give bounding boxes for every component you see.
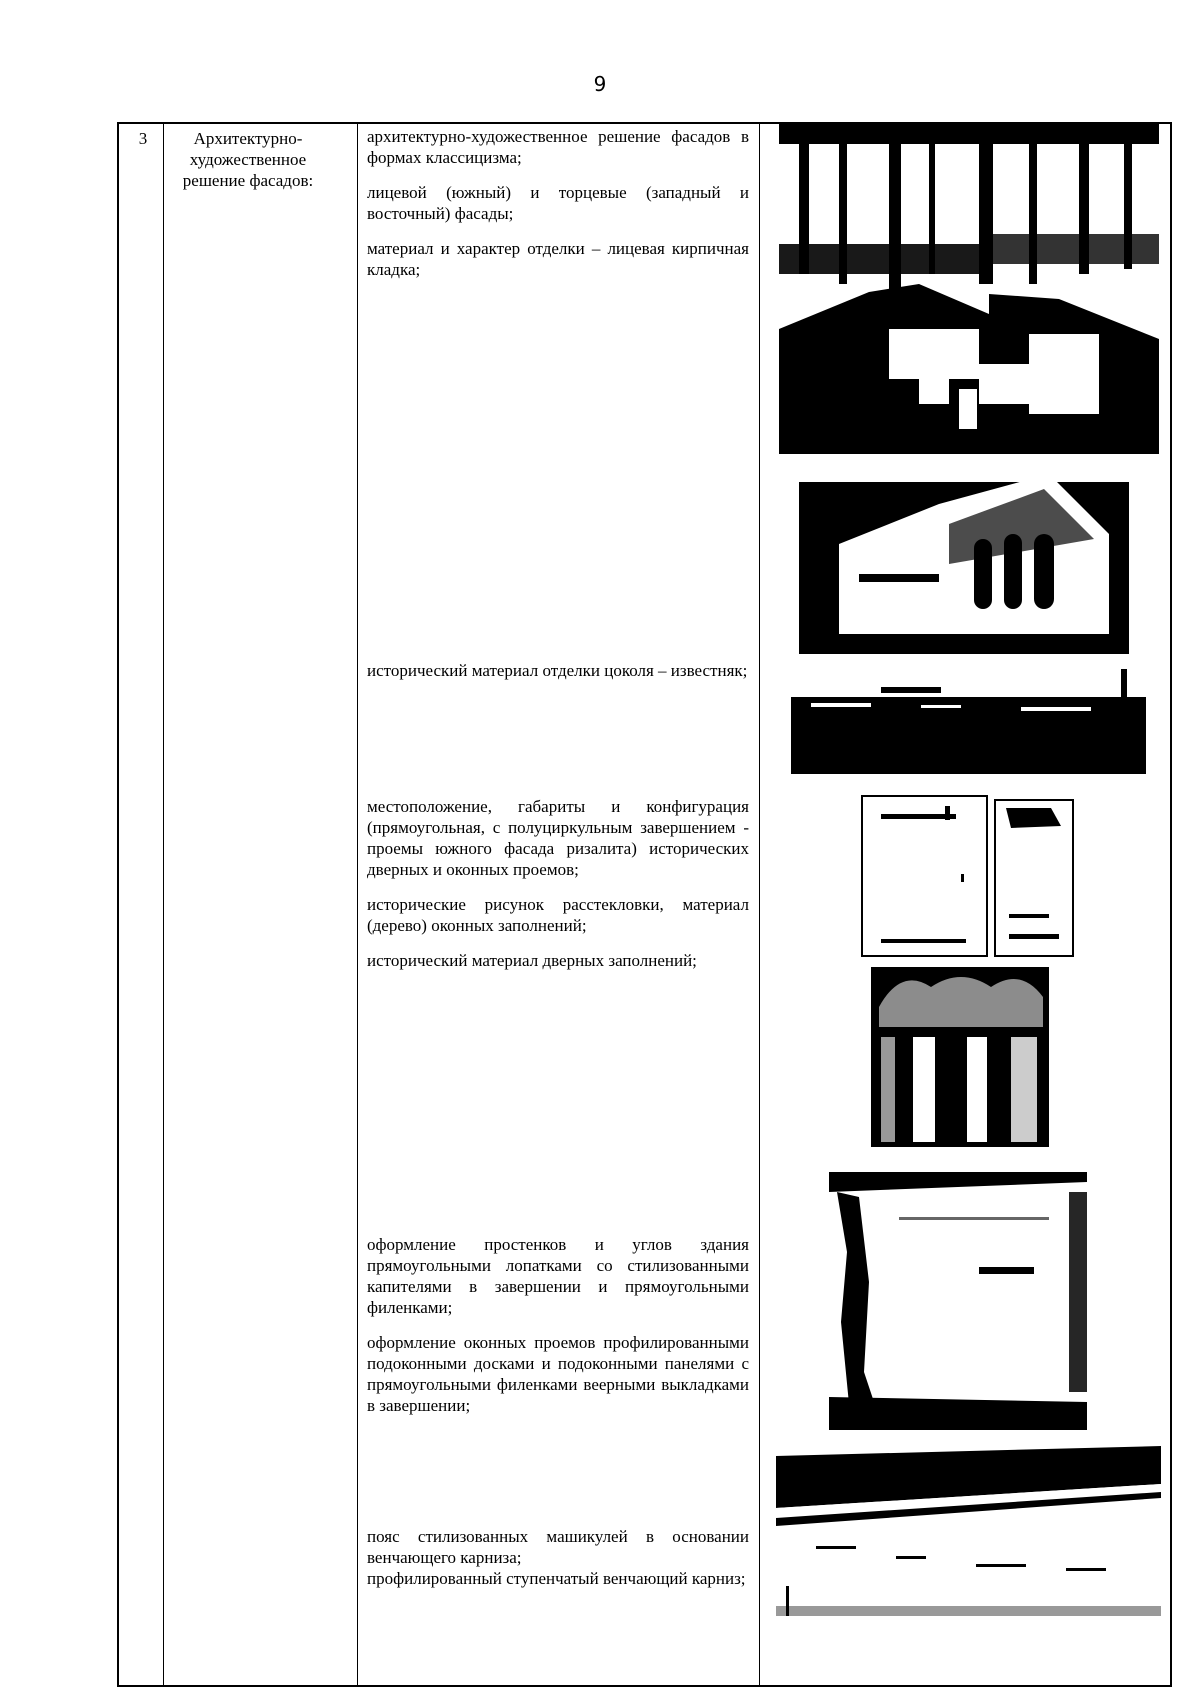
description-item: исторический материал отделки цоколя – известняк;: [367, 661, 748, 680]
column-divider: [163, 124, 164, 1685]
description-item: исторический материал дверных заполнений;: [367, 951, 697, 970]
description-block: [367, 126, 749, 280]
description-item: оформление простенков и углов здания прямоугольными лопатками со стилизованными капителями в завершении и прямоугольными филенками;: [367, 1235, 749, 1317]
pilaster-photo: [829, 1172, 1087, 1430]
description-block: [367, 660, 749, 681]
row-name: Архитектурно-художественное решение фасадов:: [182, 129, 314, 190]
window-openings-photo: [861, 794, 1076, 959]
facade-photo: [779, 124, 1159, 454]
description-item: лицевой (южный) и торцевые (западный и восточный) фасады;: [367, 183, 749, 223]
description-block: [367, 796, 749, 971]
column-divider: [357, 124, 358, 1685]
description-item: пояс стилизованных машикулей в основании венчающего карниза;: [367, 1527, 749, 1567]
description-item: исторические рисунок расстекловки, материал (дерево) оконных заполнений;: [367, 895, 749, 935]
description-item: оформление оконных проемов профилированными подоконными досками и подоконными панелями с прямоугольными филенками веерными выкладками в завершении;: [367, 1333, 749, 1415]
risalit-photo: [799, 454, 1129, 654]
door-photo: [871, 967, 1049, 1147]
description-block: [367, 1234, 749, 1416]
description-item: местоположение, габариты и конфигурация (прямоугольная, с полуциркульным завершением - проемы южного фасада ризалита) исторических дверных и оконных проемов;: [367, 797, 749, 879]
row-number: 3: [138, 129, 148, 148]
properties-table: [117, 122, 1172, 1687]
description-block: [367, 1526, 749, 1589]
page-number: 9: [593, 72, 607, 96]
description-item: архитектурно-художественное решение фасадов в формах классицизма;: [367, 127, 749, 167]
plinth-photo: [791, 669, 1146, 774]
cornice-photo: [776, 1446, 1161, 1616]
description-item: материал и характер отделки – лицевая кирпичная кладка;: [367, 239, 749, 279]
column-divider: [759, 124, 760, 1685]
description-item: профилированный ступенчатый венчающий карниз;: [367, 1569, 746, 1588]
